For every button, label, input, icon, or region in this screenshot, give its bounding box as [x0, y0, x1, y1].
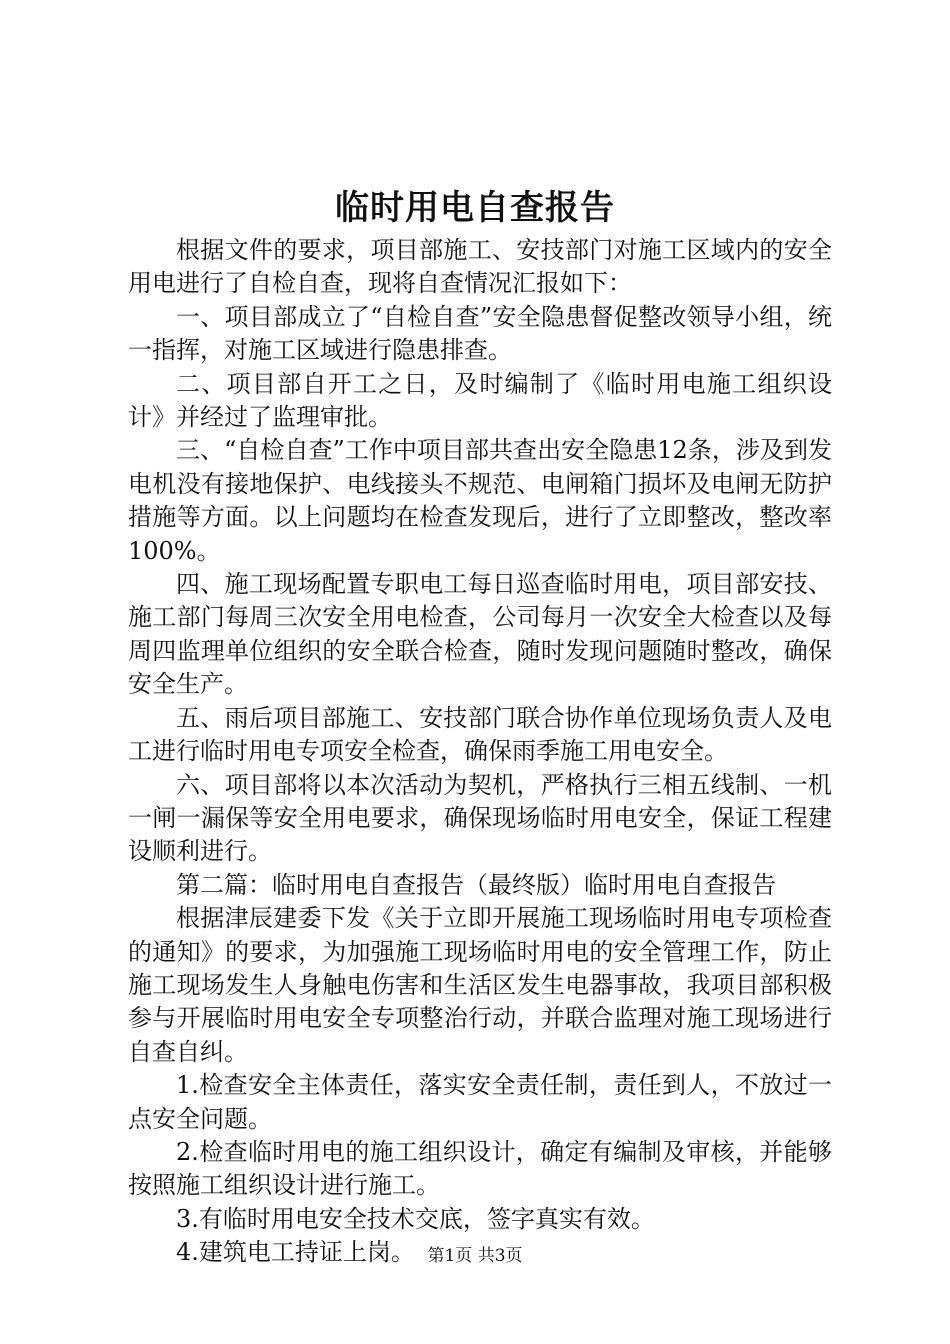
paragraph: 五、雨后项目部施工、安技部门联合协作单位现场负责人及电工进行临时用电专项安全检查，确保雨季施工用电安全。 [128, 703, 832, 766]
paragraph: 四、施工现场配置专职电工每日巡查临时用电，项目部安技、施工部门每周三次安全用电检查，公司每月一次安全大检查以及每周四监理单位组织的安全联合检查，随时发现问题随时整改，确保安全生产。 [128, 570, 832, 699]
paragraph: 根据津辰建委下发《关于立即开展施工现场临时用电专项检查的通知》的要求，为加强施工现场临时用电的安全管理工作，防止施工现场发生人身触电伤害和生活区发生电器事故，我项目部积极参与开展临时用电安全专项整治行动，并联合监理对施工现场进行自查自纠。 [128, 904, 832, 1066]
list-item: 4.建筑电工持证上岗。 [176, 1238, 415, 1267]
list-item: 2.检查临时用电的施工组织设计，确定有编制及审核，并能够按照施工组织设计进行施工。 [128, 1137, 832, 1200]
section-heading: 第二篇：临时用电自查报告（最终版）临时用电自查报告 [176, 870, 776, 899]
paragraph: 六、项目部将以本次活动为契机，严格执行三相五线制、一机一闸一漏保等安全用电要求，确保现场临时用电安全，保证工程建设顺利进行。 [128, 770, 832, 866]
list-item: 3.有临时用电安全技术交底，签字真实有效。 [176, 1204, 655, 1233]
paragraph: 根据文件的要求，项目部施工、安技部门对施工区域内的安全用电进行了自检自查，现将自查情况汇报如下： [128, 236, 832, 298]
document-title: 临时用电自查报告 [335, 188, 615, 228]
page-footer: 第1页 共3页 [427, 1246, 523, 1266]
paragraph: 二、项目部自开工之日，及时编制了《临时用电施工组织设计》并经过了监理审批。 [128, 369, 832, 432]
paragraph: 三、“自检自查”工作中项目部共查出安全隐患12条，涉及到发电机没有接地保护、电线接头不规范、电闸箱门损坏及电闸无防护措施等方面。以上问题均在检查发现后，进行了立即整改，整改率100%。 [128, 436, 832, 565]
paragraph: 一、项目部成立了“自检自查”安全隐患督促整改领导小组，统一指挥，对施工区域进行隐患排查。 [128, 302, 832, 365]
list-item: 1.检查安全主体责任，落实安全责任制，责任到人，不放过一点安全问题。 [128, 1071, 832, 1133]
document-body [128, 234, 832, 1270]
